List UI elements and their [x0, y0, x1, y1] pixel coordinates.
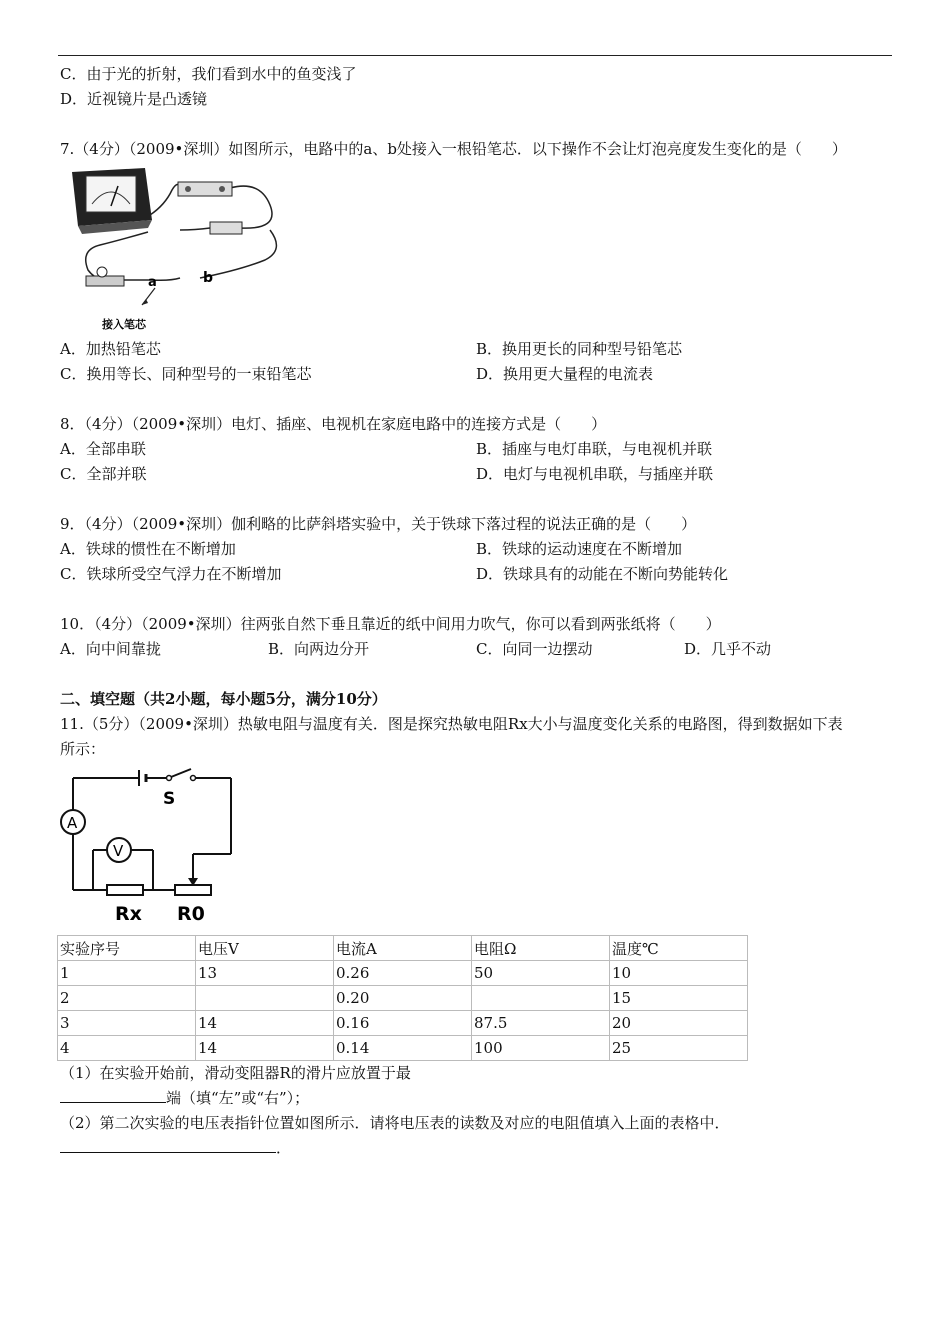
- q10-option-b: B．向两边分开: [268, 640, 370, 658]
- table-cell: 10: [610, 961, 748, 986]
- q8-stem: 8．（4分）（2009•深圳）电灯、插座、电视机在家庭电路中的连接方式是（ ）: [60, 415, 607, 433]
- table-header-row: [58, 936, 748, 961]
- prev-option-d: D．近视镜片是凸透镜: [60, 90, 208, 108]
- answer-blank-reading[interactable]: [60, 1138, 276, 1153]
- q8-option-b: B．插座与电灯串联，与电视机并联: [476, 440, 713, 458]
- table-header-cell: 实验序号: [58, 936, 196, 961]
- q10-stem: 10．（4分）（2009•深圳）往两张自然下垂且靠近的纸中间用力吹气，你可以看到两张纸将（ ）: [60, 615, 721, 633]
- table-header-cell: 温度℃: [610, 936, 748, 961]
- q7-option-b: B．换用更长的同种型号铅笔芯: [476, 340, 683, 358]
- q7-circuit-figure: [60, 160, 290, 335]
- q11-sub1-line1: （1）在实验开始前，滑动变阻器R的滑片应放置于最: [60, 1064, 411, 1082]
- prev-option-c: C．由于光的折射，我们看到水中的鱼变浅了: [60, 65, 357, 83]
- table-row: [58, 986, 748, 1011]
- section2-title: 二、填空题（共2小题，每小题5分，满分10分）: [60, 690, 387, 708]
- q9-option-c: C．铁球所受空气浮力在不断增加: [60, 565, 282, 583]
- label-b: b: [203, 270, 214, 286]
- label-voltmeter: V: [113, 842, 124, 860]
- switch-lever: [171, 769, 191, 777]
- table-header-cell: 电流A: [334, 936, 472, 961]
- table-row: [58, 1036, 748, 1061]
- q11-sub2-line2: [60, 1138, 291, 1158]
- table-cell: 25: [610, 1036, 748, 1061]
- table-cell-blank-voltage[interactable]: [196, 986, 334, 1011]
- q9-option-d: D．铁球具有的动能在不断向势能转化: [476, 565, 729, 583]
- table-cell-blank-resistance[interactable]: [472, 986, 610, 1011]
- q11-sub2-suffix: ．: [276, 1139, 292, 1157]
- q10-option-a: A．向中间靠拢: [60, 640, 161, 658]
- resistor-rx: [107, 885, 143, 895]
- label-ammeter: A: [67, 814, 78, 832]
- rheostat-r0: [175, 885, 211, 895]
- header-rule: [58, 55, 892, 56]
- q9-option-a: A．铁球的惯性在不断增加: [60, 540, 236, 558]
- q7-stem: 7.（4分）（2009•深圳）如图所示，电路中的a、b处接入一根铅笔芯．以下操作不会让灯泡亮度发生变化的是（ ）: [60, 140, 847, 158]
- table-cell: 14: [196, 1011, 334, 1036]
- q8-option-a: A．全部串联: [60, 440, 146, 458]
- table-header-cell: 电压V: [196, 936, 334, 961]
- label-rx: Rx: [115, 903, 142, 925]
- bulb: [97, 267, 107, 277]
- table-cell: 13: [196, 961, 334, 986]
- table-cell: 4: [58, 1036, 196, 1061]
- caption-insert-core: 接入笔芯: [102, 318, 146, 331]
- q11-sub2-line1: （2）第二次实验的电压表指针位置如图所示．请将电压表的读数及对应的电阻值填入上面的表格中．: [60, 1114, 730, 1132]
- q9-stem: 9．（4分）（2009•深圳）伽利略的比萨斜塔实验中，关于铁球下落过程的说法正确的是（ ）: [60, 515, 697, 533]
- table-cell: 0.26: [334, 961, 472, 986]
- q10-option-d: D．几乎不动: [684, 640, 772, 658]
- table-cell: 2: [58, 986, 196, 1011]
- table-cell: 87.5: [472, 1011, 610, 1036]
- q7-option-d: D．换用更大量程的电流表: [476, 365, 654, 383]
- q11-stem-line1: 11.（5分）（2009•深圳）热敏电阻与温度有关．图是探究热敏电阻Rx大小与温度变化关系的电路图，得到数据如下表: [60, 715, 843, 733]
- q8-option-c: C．全部并联: [60, 465, 147, 483]
- table-row: [58, 961, 748, 986]
- table-cell: 3: [58, 1011, 196, 1036]
- table-row: [58, 1011, 748, 1036]
- label-switch: S: [163, 789, 176, 809]
- table-cell: 0.20: [334, 986, 472, 1011]
- table-cell: 15: [610, 986, 748, 1011]
- table-cell: 100: [472, 1036, 610, 1061]
- label-a: a: [148, 275, 157, 290]
- q11-data-table: [57, 935, 748, 1061]
- table-cell: 20: [610, 1011, 748, 1036]
- table-cell: 50: [472, 961, 610, 986]
- answer-blank-end[interactable]: [60, 1088, 166, 1103]
- table-cell: 1: [58, 961, 196, 986]
- q7-option-c: C．换用等长、同种型号的一束铅笔芯: [60, 365, 312, 383]
- q7-option-a: A．加热铅笔芯: [60, 340, 161, 358]
- q11-sub1-line2: [60, 1088, 309, 1108]
- q11-circuit-diagram: [55, 768, 245, 928]
- table-cell: 0.16: [334, 1011, 472, 1036]
- q9-option-b: B．铁球的运动速度在不断增加: [476, 540, 683, 558]
- label-r0: R0: [177, 903, 205, 925]
- meter-dial: [86, 176, 136, 212]
- q8-option-d: D．电灯与电视机串联，与插座并联: [476, 465, 714, 483]
- table-cell: 14: [196, 1036, 334, 1061]
- q10-option-c: C．向同一边摆动: [476, 640, 593, 658]
- right-component: [210, 222, 242, 234]
- table-cell: 0.14: [334, 1036, 472, 1061]
- table-header-cell: 电阻Ω: [472, 936, 610, 961]
- bulb-holder: [86, 276, 124, 286]
- q11-stem-line2: 所示：: [60, 740, 106, 758]
- q11-sub1-suffix: 端（填“左”或“右”）；: [166, 1089, 310, 1107]
